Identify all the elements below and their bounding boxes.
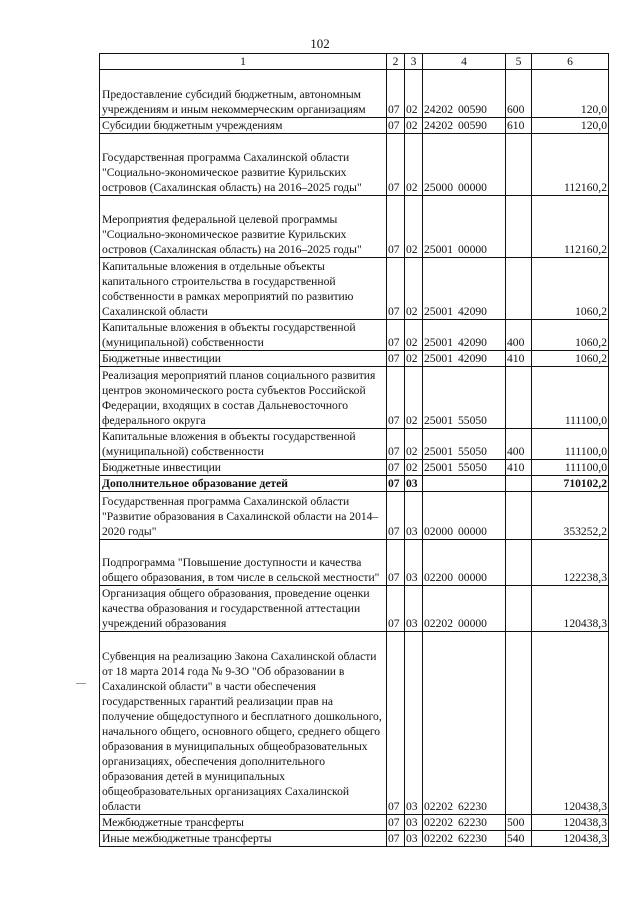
row-direction-code: 62230	[457, 800, 487, 813]
row-amount: 120438,3	[532, 632, 609, 815]
row-target-article	[423, 460, 506, 476]
row-program-code: 25001	[424, 243, 453, 256]
row-program-code: 25001	[424, 414, 453, 427]
row-expense-type	[506, 492, 532, 540]
row-subsection: 03	[405, 492, 423, 540]
row-amount: 120438,3	[532, 586, 609, 632]
row-target-article	[423, 258, 506, 320]
row-section: 07	[387, 460, 405, 476]
row-target-article	[423, 320, 506, 351]
column-header-3: 3	[405, 54, 423, 70]
row-direction-code: 62230	[457, 832, 487, 845]
row-section: 07	[387, 540, 405, 586]
row-subsection: 02	[405, 320, 423, 351]
row-target-article	[423, 831, 506, 847]
row-program-code: 02200	[424, 571, 453, 584]
row-name: Дополнительное образование детей	[100, 476, 387, 492]
row-program-code: 02202	[424, 832, 453, 845]
row-section: 07	[387, 492, 405, 540]
row-subsection: 02	[405, 118, 423, 134]
row-program-code: 25001	[424, 336, 453, 349]
row-program-code: 25001	[424, 461, 453, 474]
row-target-article	[423, 815, 506, 831]
row-expense-type	[506, 632, 532, 815]
row-target-article	[423, 70, 506, 118]
row-subsection: 02	[405, 460, 423, 476]
row-direction-code: 00000	[457, 243, 487, 256]
row-subsection: 02	[405, 196, 423, 258]
row-expense-type	[506, 586, 532, 632]
margin-mark	[76, 683, 86, 684]
table-row	[100, 831, 609, 847]
table-row	[100, 460, 609, 476]
row-subsection: 02	[405, 134, 423, 196]
row-expense-type	[506, 196, 532, 258]
table-row	[100, 815, 609, 831]
row-subsection: 03	[405, 632, 423, 815]
row-subsection: 03	[405, 476, 423, 492]
row-amount: 112160,2	[532, 196, 609, 258]
table-row	[100, 70, 609, 118]
row-section: 07	[387, 476, 405, 492]
row-expense-type: 600	[506, 70, 532, 118]
row-section: 07	[387, 351, 405, 367]
row-target-article	[423, 429, 506, 460]
table-row	[100, 196, 609, 258]
row-amount: 120,0	[532, 118, 609, 134]
row-subsection: 02	[405, 351, 423, 367]
row-name: Капитальные вложения в объекты государственной (муниципальной) собственности	[100, 429, 387, 460]
row-target-article	[423, 351, 506, 367]
row-subsection: 03	[405, 540, 423, 586]
row-target-article	[423, 492, 506, 540]
row-name: Субвенция на реализацию Закона Сахалинской области от 18 марта 2014 года № 9-ЗО "Об образовании в Сахалинской области" в части обеспечения государственных гарантий реализации прав на получение общедоступного и бесплатного дошкольного, начального общего, основного общего, среднего общего образования в муниципальных общеобразовательных организациях, обеспечения дополнительного образования детей в муниципальных общеобразовательных организациях Сахалинской области	[100, 632, 387, 815]
row-subsection: 02	[405, 367, 423, 429]
row-direction-code: 62230	[457, 816, 487, 829]
row-amount: 111100,0	[532, 367, 609, 429]
row-name: Бюджетные инвестиции	[100, 460, 387, 476]
row-subsection: 03	[405, 815, 423, 831]
row-direction-code: 55050	[457, 461, 487, 474]
row-direction-code: 42090	[457, 336, 487, 349]
row-section: 07	[387, 367, 405, 429]
row-expense-type: 410	[506, 460, 532, 476]
table-row	[100, 492, 609, 540]
row-amount: 1060,2	[532, 258, 609, 320]
row-program-code: 25001	[424, 352, 453, 365]
row-subsection: 02	[405, 258, 423, 320]
row-direction-code: 00000	[457, 571, 487, 584]
row-subsection: 02	[405, 70, 423, 118]
row-program-code: 24202	[424, 119, 453, 132]
row-subsection: 03	[405, 831, 423, 847]
row-direction-code: 42090	[457, 352, 487, 365]
row-expense-type: 400	[506, 320, 532, 351]
row-expense-type: 400	[506, 429, 532, 460]
column-header-4: 4	[423, 54, 506, 70]
row-name: Мероприятия федеральной целевой программы "Социально-экономическое развитие Курильских островов (Сахалинская область) на 2016–2025 годы"	[100, 196, 387, 258]
row-program-code: 24202	[424, 103, 453, 116]
row-program-code: 02202	[424, 800, 453, 813]
row-name: Государственная программа Сахалинской области "Социально-экономическое развитие Курильских островов (Сахалинская область) на 2016–2025 годы"	[100, 134, 387, 196]
table-row	[100, 258, 609, 320]
row-target-article	[423, 540, 506, 586]
table-row	[100, 134, 609, 196]
row-program-code: 02202	[424, 816, 453, 829]
row-name: Государственная программа Сахалинской области "Развитие образования в Сахалинской области на 2014–2020 годы"	[100, 492, 387, 540]
row-amount: 353252,2	[532, 492, 609, 540]
row-expense-type	[506, 476, 532, 492]
row-program-code: 02202	[424, 617, 453, 630]
row-name: Бюджетные инвестиции	[100, 351, 387, 367]
budget-table	[99, 53, 609, 847]
table-row	[100, 632, 609, 815]
row-target-article	[423, 586, 506, 632]
row-section: 07	[387, 70, 405, 118]
row-subsection: 02	[405, 429, 423, 460]
row-section: 07	[387, 196, 405, 258]
table-row	[100, 429, 609, 460]
row-program-code: 02000	[424, 525, 453, 538]
row-direction-code: 55050	[457, 414, 487, 427]
row-expense-type	[506, 134, 532, 196]
row-section: 07	[387, 429, 405, 460]
row-direction-code: 00590	[457, 103, 487, 116]
row-name: Подпрограмма "Повышение доступности и качества общего образования, в том числе в сельской местности"	[100, 540, 387, 586]
row-expense-type	[506, 367, 532, 429]
table-row	[100, 118, 609, 134]
row-expense-type: 410	[506, 351, 532, 367]
table-row	[100, 540, 609, 586]
row-section: 07	[387, 258, 405, 320]
column-header-1: 1	[100, 54, 387, 70]
row-section: 07	[387, 831, 405, 847]
row-amount: 120,0	[532, 70, 609, 118]
row-target-article	[423, 118, 506, 134]
row-expense-type	[506, 540, 532, 586]
row-amount: 112160,2	[532, 134, 609, 196]
row-direction-code: 42090	[457, 305, 487, 318]
row-program-code: 25001	[424, 445, 453, 458]
row-subsection: 03	[405, 586, 423, 632]
row-expense-type: 540	[506, 831, 532, 847]
table-row	[100, 476, 609, 492]
table-row	[100, 586, 609, 632]
row-name: Капитальные вложения в объекты государственной (муниципальной) собственности	[100, 320, 387, 351]
page-number: 102	[310, 36, 330, 51]
row-name: Организация общего образования, проведение оценки качества образования и государственной аттестации учреждений образования	[100, 586, 387, 632]
row-name: Предоставление субсидий бюджетным, автономным учреждениям и иным некоммерческим организациям	[100, 70, 387, 118]
row-target-article	[423, 476, 506, 492]
row-target-article	[423, 134, 506, 196]
table-row	[100, 367, 609, 429]
row-expense-type: 610	[506, 118, 532, 134]
row-section: 07	[387, 586, 405, 632]
row-direction-code: 55050	[457, 445, 487, 458]
row-amount: 111100,0	[532, 460, 609, 476]
row-name: Субсидии бюджетным учреждениям	[100, 118, 387, 134]
row-name: Реализация мероприятий планов социального развития центров экономического роста субъектов Российской Федерации, входящих в состав Дальневосточного федерального округа	[100, 367, 387, 429]
row-section: 07	[387, 320, 405, 351]
row-target-article	[423, 367, 506, 429]
row-direction-code: 00000	[457, 617, 487, 630]
row-amount: 122238,3	[532, 540, 609, 586]
row-amount: 1060,2	[532, 320, 609, 351]
table-row	[100, 320, 609, 351]
row-section: 07	[387, 118, 405, 134]
row-section: 07	[387, 815, 405, 831]
column-header-2: 2	[387, 54, 405, 70]
column-header-6: 6	[532, 54, 609, 70]
row-name: Иные межбюджетные трансферты	[100, 831, 387, 847]
row-target-article	[423, 196, 506, 258]
row-amount: 120438,3	[532, 831, 609, 847]
row-name: Капитальные вложения в отдельные объекты капитального строительства в государственной собственности в рамках мероприятий по развитию Сахалинской области	[100, 258, 387, 320]
row-direction-code: 00000	[457, 525, 487, 538]
table-header-row	[100, 54, 609, 70]
row-amount: 1060,2	[532, 351, 609, 367]
row-amount: 710102,2	[532, 476, 609, 492]
row-name: Межбюджетные трансферты	[100, 815, 387, 831]
table-row	[100, 351, 609, 367]
row-section: 07	[387, 134, 405, 196]
row-target-article	[423, 632, 506, 815]
row-amount: 111100,0	[532, 429, 609, 460]
row-amount: 120438,3	[532, 815, 609, 831]
row-expense-type	[506, 258, 532, 320]
row-section: 07	[387, 632, 405, 815]
row-direction-code: 00000	[457, 181, 487, 194]
row-program-code: 25000	[424, 181, 453, 194]
column-header-5: 5	[506, 54, 532, 70]
row-direction-code: 00590	[457, 119, 487, 132]
row-expense-type: 500	[506, 815, 532, 831]
row-program-code: 25001	[424, 305, 453, 318]
